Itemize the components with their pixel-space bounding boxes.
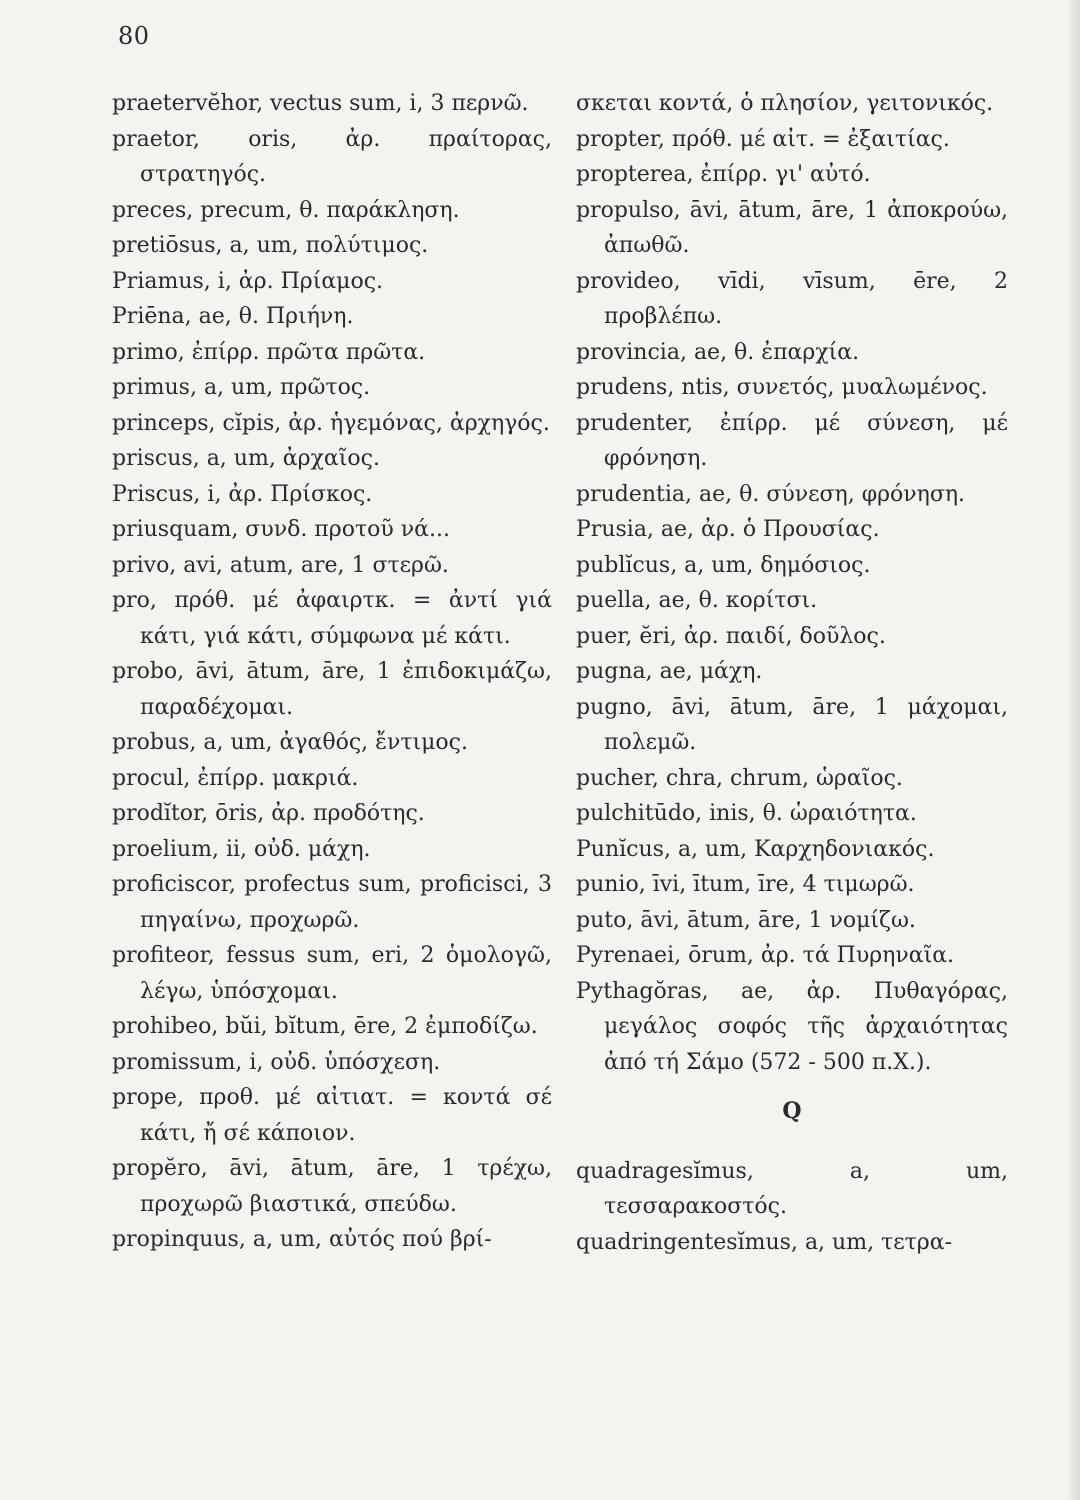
dictionary-entry: prodĭtor, ōris, ἀρ. προδότης. [112,801,425,826]
dictionary-entry: puto, āvi, ātum, āre, 1 νομίζω. [576,907,916,933]
dictionary-entry: Pythagŏras, ae, ἀρ. Πυθαγόρας, μεγάλος σοφός τῆς ἀρχαιότητας ἀπό τή Σάμο (572 - 500 π.Χ.). [576,978,1008,1075]
dictionary-entry: Priscus, i, ἀρ. Πρίσκος. [112,481,373,507]
right-column [576,86,1008,1260]
dictionary-entry: publĭcus, a, um, δημόσιος. [576,552,871,578]
dictionary-entry: prudenter, ἐπίρρ. μέ σύνεση, μέ φρόνηση. [576,410,1008,471]
dictionary-entry: pretiōsus, a, um, πολύτιμος. [112,233,429,258]
page-edge-shadow [1066,0,1080,1500]
dictionary-entry: pulchitūdo, inis, θ. ὡραιότητα. [576,801,917,826]
dictionary-entry: provideo, vīdi, vīsum, ēre, 2 προβλέπω. [576,268,1008,329]
dictionary-entry: proficiscor, profectus sum, proficisci, 3 πηγαίνω, προχωρῶ. [112,872,552,933]
dictionary-entry: propĕro, āvi, ātum, āre, 1 τρέχω, προχωρῶ βιαστικά, σπεύδω. [112,1156,552,1217]
dictionary-entry: promissum, i, οὐδ. ὑπόσχεση. [112,1049,441,1075]
dictionary-entry: probus, a, um, ἀγαθός, ἔντιμος. [112,730,468,755]
dictionary-entry: priscus, a, um, ἀρχαῖος. [112,446,380,471]
dictionary-entry: Pyrenaei, ōrum, ἀρ. τά Πυρηναῖα. [576,943,955,968]
dictionary-entry: procul, ἐπίρρ. μακριά. [112,765,359,791]
dictionary-entry: quadragesĭmus, a, um, τεσσαρακοστός. [576,1158,1008,1219]
dictionary-entry: Priamus, i, ἀρ. Πρίαμος. [112,268,384,294]
dictionary-entry: preces, precum, θ. παράκληση. [112,197,460,223]
dictionary-entry: profiteor, fessus sum, eri, 2 ὁμολογῶ, λέγω, ὑπόσχομαι. [112,943,552,1004]
dictionary-entry: Prusia, ae, ἀρ. ὁ Προυσίας. [576,517,880,542]
dictionary-entry: propterea, ἐπίρρ. γι' αὐτό. [576,162,871,187]
dictionary-entry: prudentia, ae, θ. σύνεση, φρόνηση. [576,481,966,507]
dictionary-entry: quadringentesĭmus, a, um, τετρα- [576,1229,953,1255]
dictionary-entry: puella, ae, θ. κορίτσι. [576,588,818,613]
dictionary-entry: princeps, cĭpis, ἀρ. ἡγεμόνας, ἀρχηγός. [112,410,550,436]
dictionary-entry: praetervĕhor, vectus sum, i, 3 περνῶ. [112,91,529,116]
dictionary-entry: prohibeo, bŭi, bĭtum, ēre, 2 ἐμποδίζω. [112,1014,538,1039]
dictionary-entry: primus, a, um, πρῶτος. [112,375,371,400]
dictionary-entry: pro, πρόθ. μέ ἀφαιρτκ. = ἀντί γιά κάτι, γιά κάτι, σύμφωνα μέ κάτι. [112,588,552,649]
left-column [112,86,552,1258]
dictionary-entry: punio, īvi, ītum, īre, 4 τιμωρῶ. [576,872,915,897]
section-letter: Q [782,1098,802,1124]
page-number: 80 [118,22,150,50]
dictionary-entry: praetor, oris, ἀρ. πραίτορας, στρατηγός. [112,126,552,187]
dictionary-entry: pucher, chra, chrum, ὡραῖος. [576,765,903,791]
dictionary-entry: Priēna, ae, θ. Πριήνη. [112,304,354,329]
dictionary-entry: primo, ἐπίρρ. πρῶτα πρῶτα. [112,339,426,365]
dictionary-entry: privo, avi, atum, are, 1 στερῶ. [112,552,449,578]
dictionary-entry: propter, πρόθ. μέ αἰτ. = ἐξαιτίας. [576,126,950,152]
dictionary-entry: prudens, ntis, συνετός, μυαλωμένος. [576,375,988,400]
dictionary-entry: priusquam, συνδ. προτοῦ νά... [112,517,450,542]
dictionary-entry: Punĭcus, a, um, Καρχηδονιακός. [576,836,935,862]
right-column-entries [576,86,1008,1080]
dictionary-entry: proelium, ii, οὐδ. μάχη. [112,836,371,862]
dictionary-entry: puer, ĕri, ἀρ. παιδί, δοῦλος. [576,623,886,649]
dictionary-entry: pugna, ae, μάχη. [576,659,763,684]
dictionary-entry: propulso, āvi, ātum, āre, 1 ἀποκρούω, ἀπωθῶ. [576,197,1008,258]
dictionary-entry: σκεται κοντά, ὁ πλησίον, γειτονικός. [576,91,994,116]
dictionary-entry: propinquus, a, um, αὐτός πού βρί- [112,1227,492,1252]
dictionary-entry: pugno, āvi, ātum, āre, 1 μάχομαι, πολεμῶ. [576,694,1008,755]
dictionary-entry: prope, προθ. μέ αἰτιατ. = κοντά σέ κάτι, ἤ σέ κάποιον. [112,1085,552,1146]
right-column-entries-after-section [576,1154,1008,1261]
dictionary-entry: probo, āvi, ātum, āre, 1 ἐπιδοκιμάζω, παραδέχομαι. [112,659,552,720]
dictionary-entry: provincia, ae, θ. ἐπαρχία. [576,339,860,365]
